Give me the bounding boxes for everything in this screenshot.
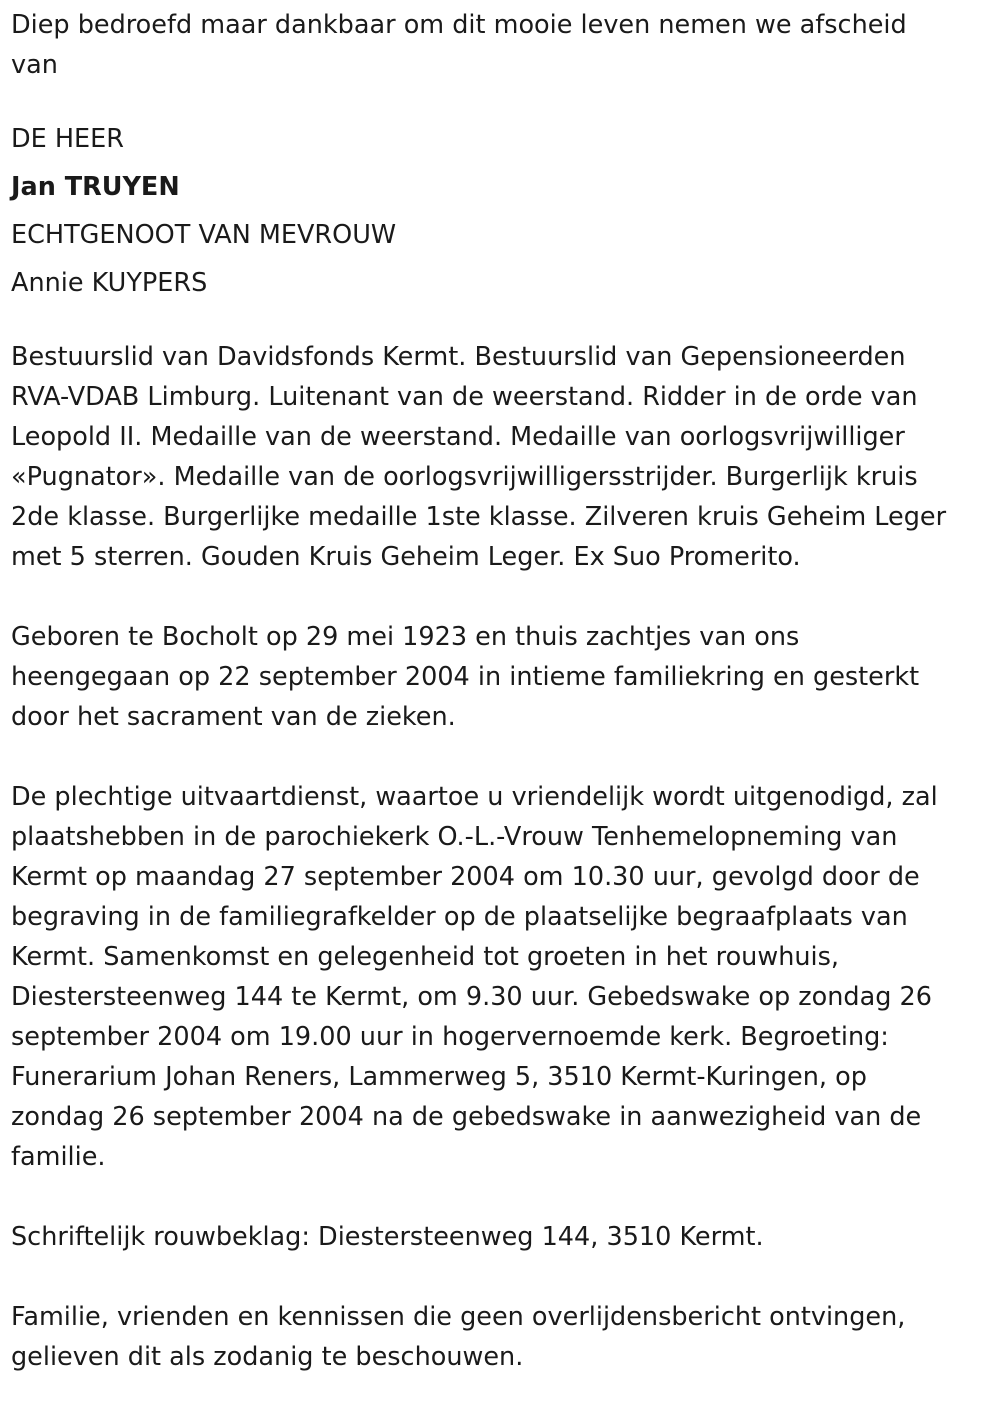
funeral-paragraph [11,777,986,1177]
spouse-name: Annie KUYPERS [11,268,208,298]
birth-line: door het sacrament van de zieken. [11,702,456,732]
closing-line: gelieven dit als zodanig te beschouwen. [11,1342,524,1372]
closing-line: Familie, vrienden en kennissen die geen overlijdensbericht ontvingen, [11,1302,906,1332]
funeral-line: begraving in de familiegrafkelder op de plaatselijke begraafplaats van [11,902,908,932]
functions-line: Bestuurslid van Davidsfonds Kermt. Bestuurslid van Gepensioneerden [11,342,906,372]
deceased-title: DE HEER [11,124,124,154]
intro-line: Diep bedroefd maar dankbaar om dit mooie leven nemen we afscheid [11,10,907,40]
funeral-line: september 2004 om 19.00 uur in hogervernoemde kerk. Begroeting: [11,1022,889,1052]
birth-line: Geboren te Bocholt op 29 mei 1923 en thuis zachtjes van ons [11,622,800,652]
functions-line: «Pugnator». Medaille van de oorlogsvrijwilligersstrijder. Burgerlijk kruis [11,462,918,492]
intro-paragraph [11,5,986,85]
functions-paragraph [11,337,986,577]
deceased-header [11,115,986,307]
birth-line: heengegaan op 22 september 2004 in intieme familiekring en gesterkt [11,662,920,692]
deceased-name: Jan TRUYEN [11,172,180,202]
funeral-line: plaatshebben in de parochiekerk O.-L.-Vrouw Tenhemelopneming van [11,822,898,852]
functions-line: 2de klasse. Burgerlijke medaille 1ste klasse. Zilveren kruis Geheim Leger [11,502,947,532]
intro-line: van [11,50,58,80]
funeral-line: familie. [11,1142,106,1172]
closing-paragraph [11,1297,986,1377]
funeral-line: Diestersteenweg 144 te Kermt, om 9.30 uur. Gebedswake op zondag 26 [11,982,932,1012]
funeral-line: zondag 26 september 2004 na de gebedswake in aanwezigheid van de [11,1102,922,1132]
birth-paragraph [11,617,986,737]
obituary-document [11,0,986,1377]
functions-line: RVA-VDAB Limburg. Luitenant van de weerstand. Ridder in de orde van [11,382,918,412]
funeral-line: Kermt op maandag 27 september 2004 om 10.30 uur, gevolgd door de [11,862,920,892]
functions-line: met 5 sterren. Gouden Kruis Geheim Leger. Ex Suo Promerito. [11,542,801,572]
funeral-line: Kermt. Samenkomst en gelegenheid tot groeten in het rouwhuis, [11,942,839,972]
deceased-relation: ECHTGENOOT VAN MEVROUW [11,220,397,250]
condolences-paragraph [11,1217,986,1257]
funeral-line: De plechtige uitvaartdienst, waartoe u vriendelijk wordt uitgenodigd, zal [11,782,938,812]
condolences-line: Schriftelijk rouwbeklag: Diestersteenweg 144, 3510 Kermt. [11,1222,764,1252]
funeral-line: Funerarium Johan Reners, Lammerweg 5, 3510 Kermt-Kuringen, op [11,1062,867,1092]
functions-line: Leopold II. Medaille van de weerstand. Medaille van oorlogsvrijwilliger [11,422,905,452]
